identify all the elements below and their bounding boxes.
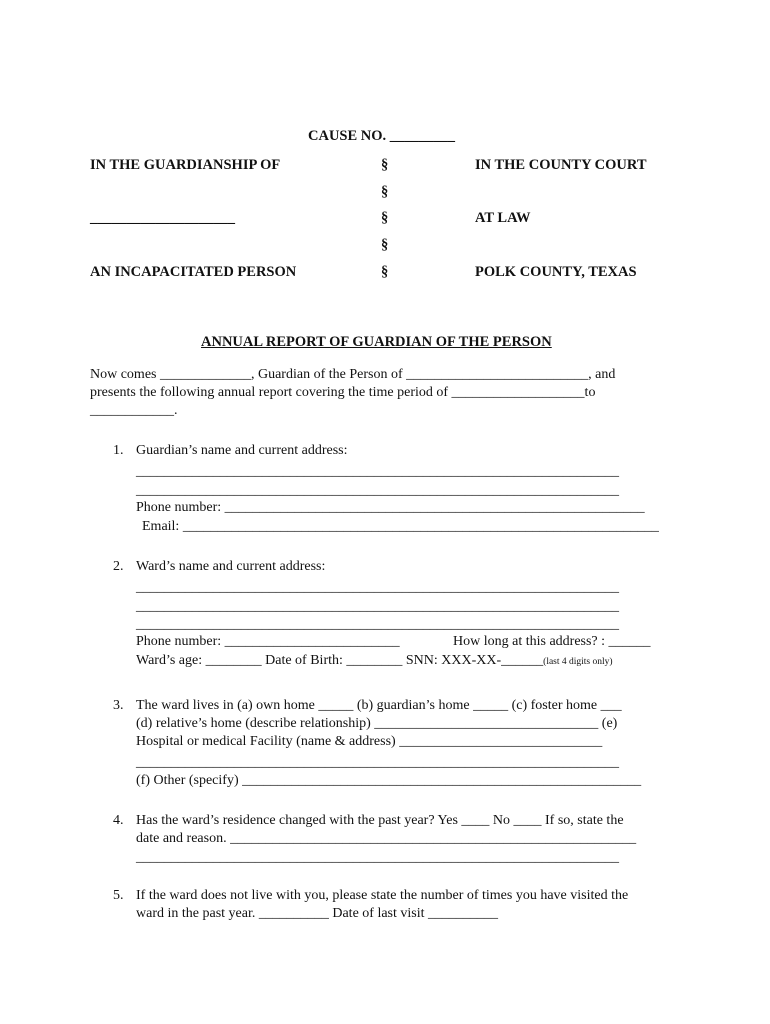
visits-count-and-last-visit-field[interactable]: ward in the past year. __________ Date of last visit __________ bbox=[136, 906, 498, 921]
caption-left-line-3: AN INCAPACITATED PERSON bbox=[90, 264, 297, 280]
residence-options-line: (d) relative’s home (describe relationship) ________________________________ (e) bbox=[136, 716, 618, 731]
caption-left-line-1: IN THE GUARDIANSHIP OF bbox=[90, 157, 281, 173]
document-title: ANNUAL REPORT OF GUARDIAN OF THE PERSON bbox=[201, 334, 552, 350]
intro-line: ____________. bbox=[90, 403, 178, 418]
item-number: 1. bbox=[113, 443, 124, 458]
guardian-phone-field[interactable]: Phone number: ____________________________________________________________ bbox=[136, 500, 645, 515]
residence-change-reason-line[interactable]: _____________________________________________________________________ bbox=[136, 850, 619, 865]
ward-age-dob-ssn-field[interactable] bbox=[136, 653, 613, 669]
visits-question: If the ward does not live with you, please state the number of times you have visited the bbox=[136, 888, 629, 903]
item-number: 2. bbox=[113, 559, 124, 574]
guardian-address-heading: Guardian’s name and current address: bbox=[136, 443, 348, 458]
item-number: 3. bbox=[113, 698, 124, 713]
ward-address-line[interactable]: _____________________________________________________________________ bbox=[136, 580, 619, 595]
caption-right-line-1: IN THE COUNTY COURT bbox=[475, 157, 647, 173]
item-number: 4. bbox=[113, 813, 124, 828]
ward-age-line: Ward’s age: ________ Date of Birth: ________ SNN: XXX-XX-______ bbox=[136, 653, 544, 668]
cause-number: CAUSE NO. _________ bbox=[308, 128, 456, 144]
ward-address-line[interactable]: _____________________________________________________________________ bbox=[136, 599, 619, 614]
section-symbol: § bbox=[381, 264, 389, 280]
other-specify-field[interactable]: (f) Other (specify) _________________________________________________________ bbox=[136, 773, 642, 788]
residence-options-line: The ward lives in (a) own home _____ (b) guardian’s home _____ (c) foster home ___ bbox=[136, 698, 622, 713]
section-symbol: § bbox=[381, 237, 389, 253]
item-number: 5. bbox=[113, 888, 124, 903]
ward-address-heading: Ward’s name and current address: bbox=[136, 559, 326, 574]
caption-left-blank: ____________________ bbox=[90, 210, 235, 226]
guardian-address-line[interactable]: _____________________________________________________________________ bbox=[136, 483, 619, 498]
residence-changed-question: Has the ward’s residence changed with the past year? Yes ____ No ____ If so, state the bbox=[136, 813, 624, 828]
section-symbol: § bbox=[381, 157, 389, 173]
intro-line: Now comes _____________, Guardian of the Person of __________________________, and bbox=[90, 367, 616, 382]
residence-change-reason-field[interactable]: date and reason. __________________________________________________________ bbox=[136, 831, 637, 846]
ssn-note: (last 4 digits only) bbox=[543, 657, 613, 667]
guardian-address-line[interactable]: _____________________________________________________________________ bbox=[136, 464, 619, 479]
ward-phone-field[interactable]: Phone number: _________________________ bbox=[136, 634, 400, 649]
section-symbol: § bbox=[381, 210, 389, 226]
ward-address-line[interactable]: _____________________________________________________________________ bbox=[136, 617, 619, 632]
residence-options-line: Hospital or medical Facility (name & address) _____________________________ bbox=[136, 734, 603, 749]
caption-right-line-2: AT LAW bbox=[475, 210, 531, 226]
ward-how-long-field[interactable]: How long at this address? : ______ bbox=[453, 634, 651, 649]
intro-line: presents the following annual report covering the time period of ___________________to bbox=[90, 385, 596, 400]
facility-address-line[interactable]: _____________________________________________________________________ bbox=[136, 755, 619, 770]
section-symbol: § bbox=[381, 184, 389, 200]
caption-right-line-3: POLK COUNTY, TEXAS bbox=[475, 264, 637, 280]
guardian-email-field[interactable]: Email: ____________________________________________________________________ bbox=[142, 519, 659, 534]
